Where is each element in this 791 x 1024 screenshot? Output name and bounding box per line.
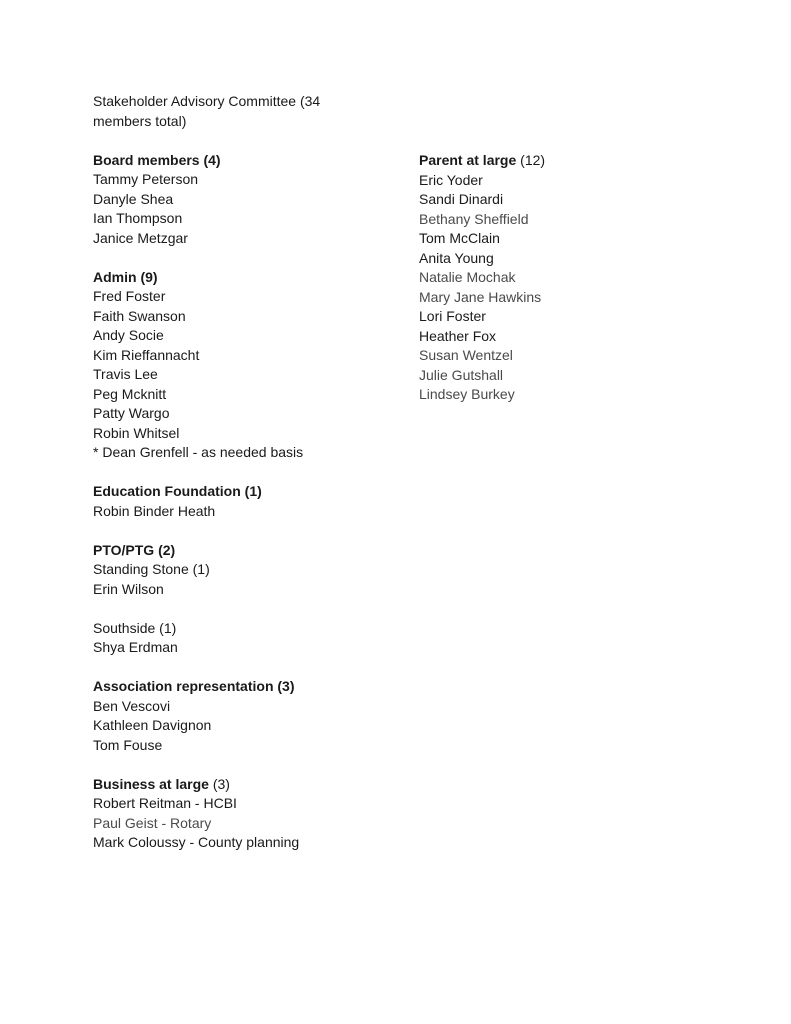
right-column — [419, 151, 719, 424]
member-list — [93, 502, 393, 522]
list-item: * Dean Grenfell - as needed basis — [93, 444, 304, 460]
list-item: Janice Metzgar — [93, 229, 188, 246]
section-count: (3) — [212, 775, 230, 792]
section-count: (9) — [140, 268, 158, 285]
member-list — [93, 287, 393, 463]
subgroup-name: Standing Stone (1) — [93, 561, 210, 577]
list-item: Travis Lee — [93, 366, 158, 382]
list-item: Lori Foster — [419, 308, 486, 324]
list-item: Eric Yoder — [419, 171, 483, 188]
list-item: Kim Rieffannacht — [93, 346, 200, 363]
section-label: Parent at large — [419, 152, 517, 168]
list-item: Natalie Mochak — [419, 269, 516, 285]
section-admin — [93, 268, 393, 463]
section-label: Admin — [93, 268, 137, 285]
list-item: Julie Gutshall — [419, 366, 504, 383]
list-item: Peg Mcknitt — [93, 385, 167, 402]
section-count: (3) — [277, 678, 295, 694]
section-header — [93, 541, 393, 561]
member-list — [93, 794, 393, 853]
section-education-foundation — [93, 482, 393, 521]
list-item: Heather Fox — [419, 327, 497, 344]
section-business-at-large — [93, 775, 393, 853]
section-label: Board members — [93, 151, 200, 168]
subgroup-name: Southside (1) — [93, 619, 177, 636]
section-label: Association representation — [93, 678, 274, 694]
section-pto-ptg — [93, 541, 393, 600]
list-item: Robin Binder Heath — [93, 502, 216, 519]
list-item: Anita Young — [419, 249, 494, 266]
member-list — [93, 619, 393, 658]
list-item: Lindsey Burkey — [419, 386, 515, 402]
list-item: Ben Vescovi — [93, 697, 171, 714]
section-label: Business at large — [93, 775, 209, 792]
section-count: (12) — [520, 152, 546, 168]
section-count: (4) — [203, 151, 221, 168]
section-header — [93, 151, 393, 171]
list-item: Faith Swanson — [93, 307, 186, 324]
member-list — [93, 170, 393, 248]
list-item: Robert Reitman - HCBI — [93, 795, 237, 811]
member-list — [93, 560, 393, 599]
list-item: Shya Erdman — [93, 639, 178, 655]
section-header — [93, 482, 393, 502]
section-board-members — [93, 151, 393, 249]
member-list — [93, 697, 393, 756]
section-count: (2) — [158, 541, 176, 558]
list-item: Bethany Sheffield — [419, 210, 529, 227]
section-count: (1) — [244, 483, 262, 499]
section-header — [93, 268, 393, 288]
document-title: Stakeholder Advisory Committee (34 members total) — [93, 93, 321, 129]
section-parent-at-large — [419, 151, 719, 405]
list-item: Tom McClain — [419, 230, 500, 246]
section-header — [93, 775, 393, 795]
list-item: Tammy Peterson — [93, 171, 199, 187]
section-label: Education Foundation — [93, 483, 241, 499]
list-item: Robin Whitsel — [93, 424, 180, 441]
list-item: Susan Wentzel — [419, 347, 513, 363]
left-column — [93, 92, 393, 872]
list-item: Mark Coloussy - County planning — [93, 834, 300, 850]
section-pto-ptg-southside — [93, 619, 393, 658]
section-association-representation — [93, 677, 393, 755]
member-list — [419, 171, 719, 405]
list-item: Andy Socie — [93, 327, 164, 343]
list-item: Kathleen Davignon — [93, 717, 212, 733]
list-item: Ian Thompson — [93, 210, 183, 226]
list-item: Fred Foster — [93, 288, 166, 304]
list-item: Erin Wilson — [93, 580, 164, 597]
section-header — [419, 151, 719, 171]
section-header — [93, 677, 393, 697]
list-item: Mary Jane Hawkins — [419, 288, 542, 305]
list-item: Danyle Shea — [93, 190, 174, 207]
list-item: Paul Geist - Rotary — [93, 814, 212, 831]
list-item: Patty Wargo — [93, 405, 170, 421]
list-item: Tom Fouse — [93, 736, 163, 753]
list-item: Sandi Dinardi — [419, 191, 504, 207]
section-label: PTO/PTG — [93, 541, 155, 558]
